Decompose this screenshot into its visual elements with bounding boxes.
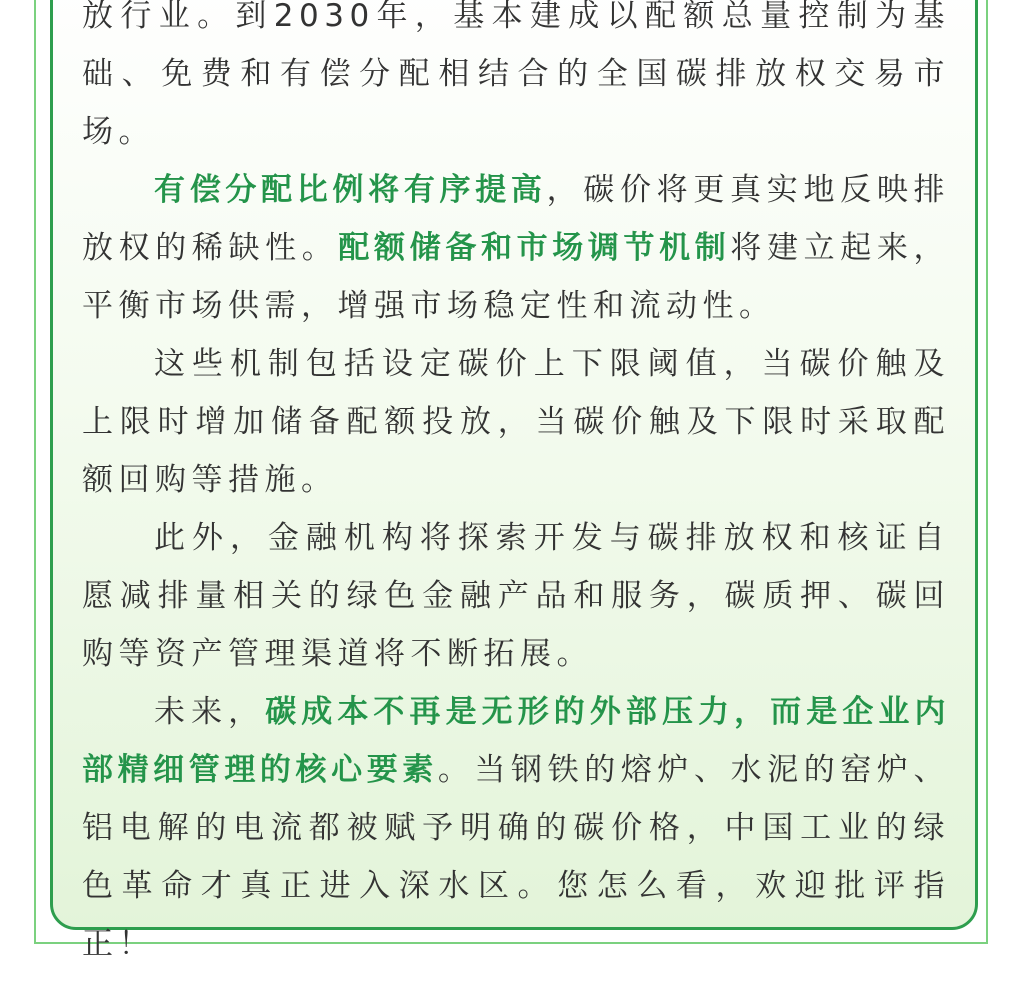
article-body — [82, 0, 950, 973]
body-text: 这些机制包括设定碳价上下限阈值，当碳价触及上限时增加储备配额投放，当碳价触及下限时采取配额回购等措施。 — [82, 346, 950, 498]
body-text: 未来， — [154, 694, 266, 730]
body-text: 。当钢铁的熔炉、水泥的窑炉、铝电解的电流都被赋予明确的碳价格，中国工业的绿色革命才真正进入深水区。您怎么看，欢迎批评指正！ — [82, 752, 951, 962]
paragraph — [82, 335, 950, 509]
paragraph — [82, 509, 950, 683]
paragraph — [82, 683, 950, 973]
body-text: 将建立起来，平衡市场供需，增强市场稳定性和流动性。 — [82, 230, 951, 324]
body-text: ，碳价将更真实地反映排放权的稀缺性。 — [82, 172, 951, 266]
highlighted-text: 有偿分配比例将有序提高 — [154, 172, 547, 208]
body-text: 放行业。到2030年，基本建成以配额总量控制为基础、免费和有偿分配相结合的全国碳排放权交易市场。 — [82, 0, 950, 150]
paragraph — [82, 0, 950, 161]
highlighted-text: 配额储备和市场调节机制 — [338, 230, 731, 266]
paragraph — [82, 161, 950, 335]
body-text: 此外，金融机构将探索开发与碳排放权和核证自愿减排量相关的绿色金融产品和服务，碳质押、碳回购等资产管理渠道将不断拓展。 — [82, 520, 950, 672]
highlighted-text: 碳成本不再是无形的外部压力，而是企业内部精细管理的核心要素 — [82, 694, 951, 788]
